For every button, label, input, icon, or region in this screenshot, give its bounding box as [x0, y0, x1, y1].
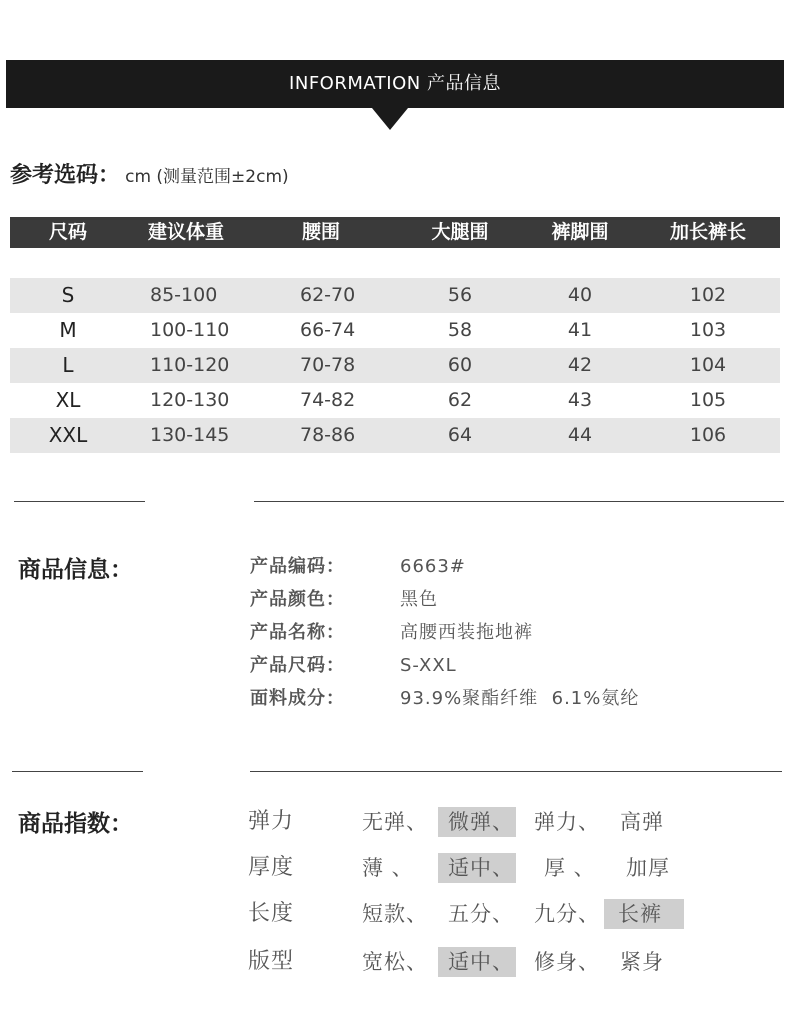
index-option: 宽松、: [362, 950, 428, 974]
banner-arrow-icon: [372, 108, 408, 130]
header-leg-opening: 裤脚围: [551, 221, 609, 243]
index-option-selected: 长裤: [604, 899, 684, 929]
info-key: 产品尺码：: [250, 655, 345, 676]
info-value: 93.9%聚酯纤维 6.1%氨纶: [400, 688, 640, 709]
cell-waist: 66-74: [300, 319, 356, 341]
info-key: 产品名称：: [250, 622, 345, 643]
cell-size: XL: [55, 388, 81, 412]
index-option: 紧身: [620, 950, 664, 974]
index-option: 加厚: [626, 856, 670, 880]
index-key: 版型: [248, 949, 295, 974]
info-value: 6663#: [400, 556, 466, 577]
divider-left: [12, 771, 143, 772]
table-header: [10, 217, 780, 248]
table-row: [10, 348, 780, 383]
table-row: [10, 383, 780, 418]
cell-thigh: 58: [447, 319, 473, 341]
cell-leg-opening: 41: [567, 319, 593, 341]
index-option: 薄 、: [362, 856, 414, 880]
divider-left: [14, 501, 145, 502]
index-option: 厚 、: [544, 856, 596, 880]
cell-leg-opening: 43: [567, 389, 593, 411]
info-row-color: [250, 585, 438, 615]
info-row-size: [250, 651, 457, 681]
cell-thigh: 64: [447, 424, 473, 446]
index-key: 长度: [248, 901, 295, 926]
cell-length: 106: [689, 424, 727, 446]
product-info-title: 商品信息：: [18, 557, 133, 583]
size-table: [10, 217, 780, 453]
info-value: 高腰西装拖地裤: [400, 622, 533, 643]
index-key: 弹力: [248, 809, 295, 834]
cell-weight: 100-110: [150, 319, 230, 341]
cell-thigh: 56: [447, 284, 473, 306]
cell-size: L: [62, 353, 74, 377]
cell-weight: 85-100: [150, 284, 218, 306]
index-option: 修身、: [534, 950, 600, 974]
info-key: 面料成分：: [250, 688, 345, 709]
cell-waist: 78-86: [300, 424, 356, 446]
info-key: 产品颜色：: [250, 589, 345, 610]
cell-leg-opening: 42: [567, 354, 593, 376]
info-row-name: [250, 618, 533, 648]
cell-size: XXL: [48, 423, 88, 447]
product-index-title: 商品指数：: [18, 811, 133, 837]
header-waist: 腰围: [301, 221, 340, 243]
table-row: [10, 313, 780, 348]
cell-length: 102: [689, 284, 727, 306]
cell-size: S: [61, 283, 75, 307]
cell-waist: 74-82: [300, 389, 356, 411]
info-value: S-XXL: [400, 655, 457, 676]
cell-length: 103: [689, 319, 727, 341]
index-option-selected: 适中、: [438, 853, 516, 883]
header-size: 尺码: [48, 221, 87, 243]
info-key: 产品编码：: [250, 556, 345, 577]
cell-weight: 120-130: [150, 389, 230, 411]
info-banner: [6, 60, 784, 108]
index-option: 短款、: [362, 902, 428, 926]
info-row-code: [250, 552, 466, 582]
index-key: 厚度: [248, 855, 295, 880]
cell-weight: 130-145: [150, 424, 230, 446]
reference-note: cm (测量范围±2cm): [125, 167, 289, 187]
cell-length: 104: [689, 354, 727, 376]
cell-weight: 110-120: [150, 354, 230, 376]
banner-title: INFORMATION 产品信息: [289, 73, 501, 94]
index-option: 弹力、: [534, 810, 600, 834]
table-row: [10, 278, 780, 313]
index-option-selected: 适中、: [438, 947, 516, 977]
header-length: 加长裤长: [669, 221, 746, 243]
cell-length: 105: [689, 389, 727, 411]
info-row-fabric: [250, 684, 639, 714]
table-row: [10, 418, 780, 453]
reference-label: 参考选码：: [10, 163, 121, 188]
cell-waist: 70-78: [300, 354, 356, 376]
info-value: 黑色: [400, 589, 438, 610]
index-option-selected: 微弹、: [438, 807, 516, 837]
header-thigh: 大腿围: [431, 221, 489, 243]
cell-leg-opening: 40: [567, 284, 593, 306]
cell-waist: 62-70: [300, 284, 356, 306]
index-option: 高弹: [620, 810, 664, 834]
cell-thigh: 60: [447, 354, 473, 376]
divider-right: [254, 501, 784, 502]
cell-leg-opening: 44: [567, 424, 593, 446]
header-weight: 建议体重: [147, 221, 224, 243]
index-option: 无弹、: [362, 810, 428, 834]
index-option: 九分、: [534, 902, 600, 926]
cell-size: M: [59, 318, 77, 342]
cell-thigh: 62: [447, 389, 473, 411]
size-reference: [10, 160, 289, 192]
index-option: 五分、: [448, 902, 514, 926]
divider-right: [250, 771, 782, 772]
